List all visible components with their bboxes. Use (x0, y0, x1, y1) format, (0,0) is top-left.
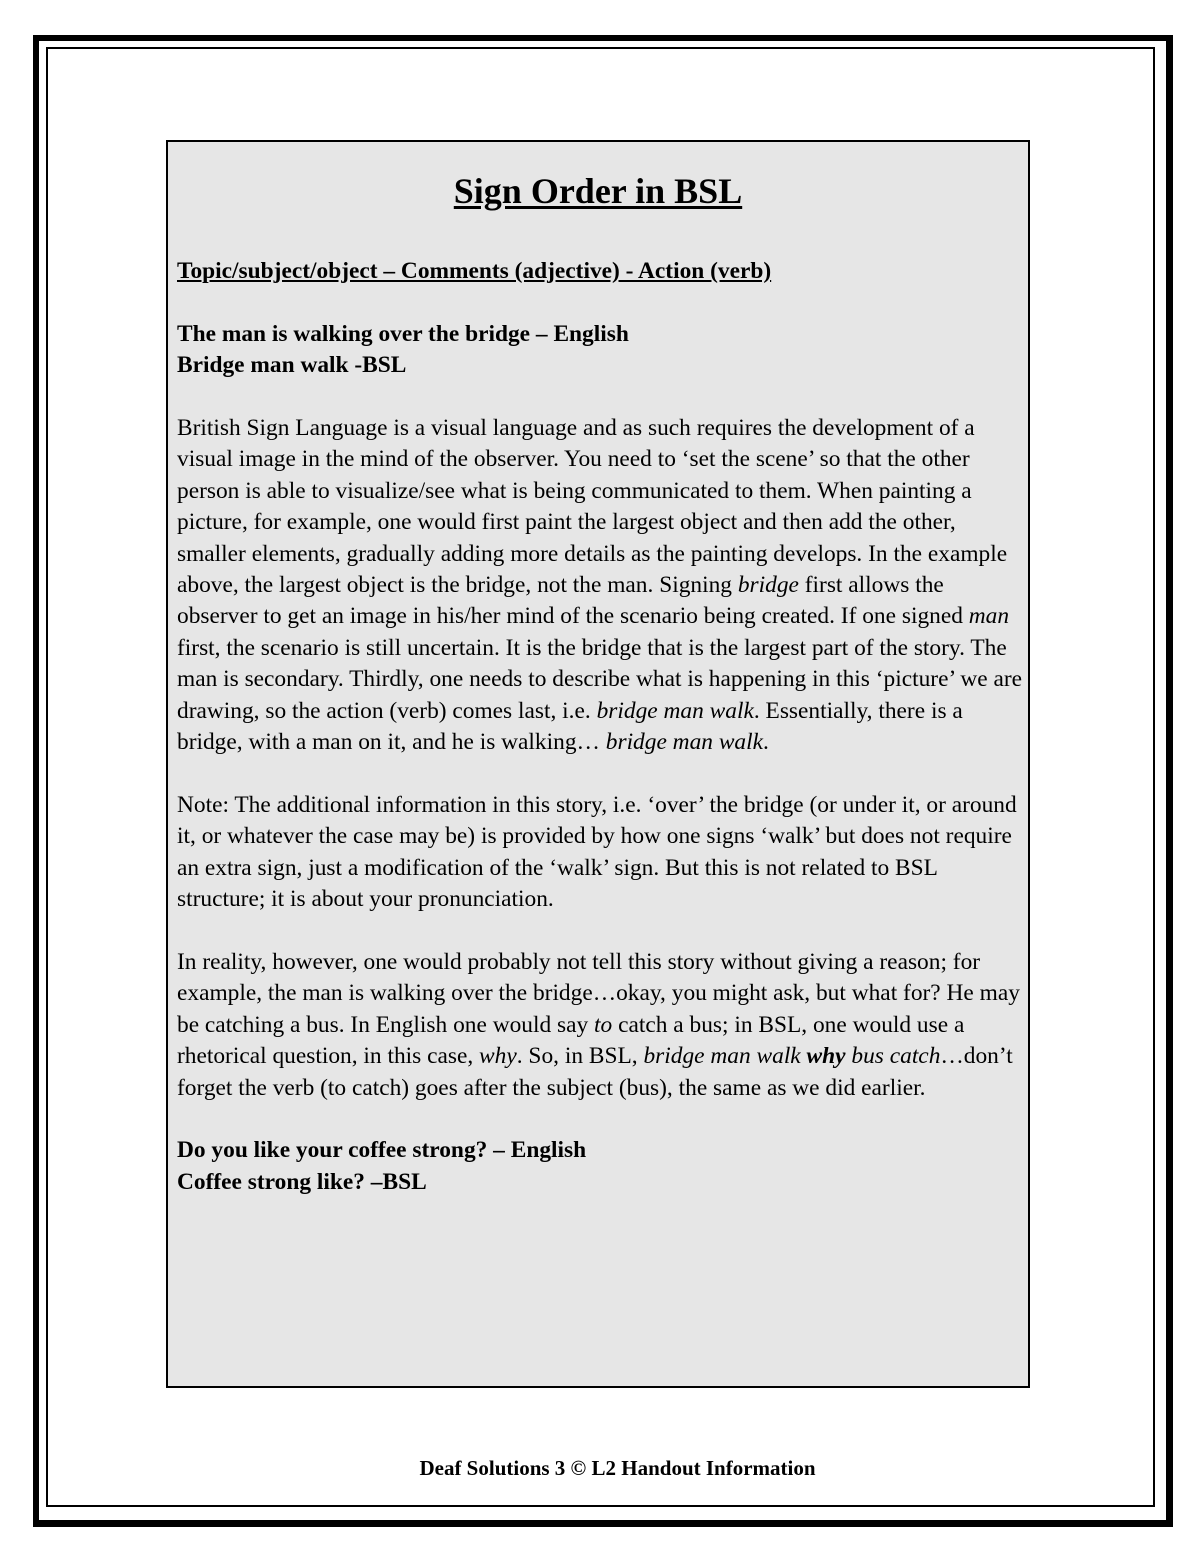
italic-run: bridge man walk (596, 697, 754, 724)
italic-run: bridge (737, 572, 799, 599)
italic-run: bridge man walk (643, 1043, 807, 1070)
example-bridge (177, 319, 1027, 382)
paragraph-visual-language (177, 413, 1027, 758)
handout-body (177, 256, 1027, 1230)
text-run: British Sign Language is a visual language and as such requires the development of a visual image in the mind of the observer. You need to ‘set the scene’ so that the other person is able to visualize/see what is being communicated to them. When painting a picture, for example, one would first paint the largest object and then add the other, smaller elements, gradually adding more details as the painting develops. In the example above, the largest object is the bridge, not the man. Signing (177, 415, 1008, 599)
example-bridge-english: The man is walking over the bridge – English (177, 320, 629, 347)
italic-run: to (594, 1011, 613, 1038)
text-run: In reality, however, one would probably not tell this story without giving a reason; for example, the man is walking over the bridge…okay, you might ask, but what for? He may be catching a bus. In English one would say (177, 948, 1020, 1038)
text-run: . So, in BSL, (516, 1043, 644, 1070)
italic-run: why (479, 1043, 517, 1070)
italic-run: bus catch (845, 1043, 941, 1070)
sign-order-rule (177, 256, 1027, 287)
page-title: Sign Order in BSL (453, 171, 743, 211)
rule-text: Topic/subject/object – Comments (adjective) - Action (verb) (177, 258, 772, 284)
bold-italic-run: why (806, 1043, 846, 1070)
text-run: catch a bus; in BSL, one would use a rhetorical question, in this case, (177, 1011, 965, 1070)
page-footer (0, 1456, 1200, 1481)
italic-run: bridge man walk (605, 729, 763, 756)
italic-run: man (968, 603, 1010, 630)
example-bridge-bsl: Bridge man walk -BSL (177, 352, 407, 379)
text-run: . (763, 729, 769, 756)
footer-text: Deaf Solutions 3 © L2 Handout Information (419, 1456, 816, 1480)
text-run: . Essentially, there is a bridge, with a man on it, and he is walking… (177, 697, 963, 756)
example-coffee-english: Do you like your coffee strong? – English (177, 1137, 587, 1164)
text-run: first, the scenario is still uncertain. It is the bridge that is the largest part of the story. The man is secondary. Thirdly, one needs to describe what is happening in this ‘picture’ we are drawing, so the action (verb) comes last, i.e. (177, 634, 1023, 724)
text-run: first allows the observer to get an image in his/her mind of the scenario being created. If one signed (177, 572, 969, 630)
example-coffee (177, 1135, 1027, 1198)
handout-content-box (166, 140, 1030, 1388)
paragraph-note: Note: The additional information in this story, i.e. ‘over’ the bridge (or under it, or around it, or whatever the case may be) is provided by how one signs ‘walk’ but does not require an extra sign, just a modification of the ‘walk’ sign. But this is not related to BSL structure; it is about your pronunciation. (177, 791, 1017, 913)
paragraph-rhetorical-question (177, 947, 1027, 1104)
example-coffee-bsl: Coffee strong like? –BSL (177, 1168, 427, 1195)
text-run: …don’t forget the verb (to catch) goes after the subject (bus), the same as we did earlier. (177, 1043, 1013, 1101)
